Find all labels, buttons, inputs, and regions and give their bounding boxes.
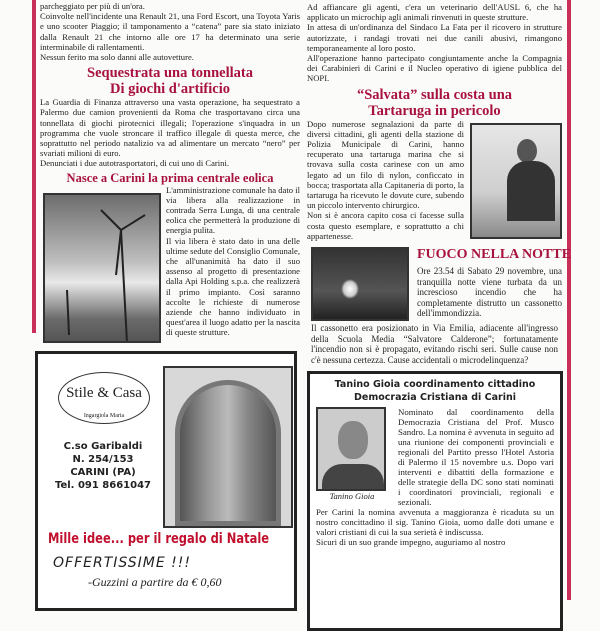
tanino-text-2: Per Carini la nomina avvenuta a maggioranza è ricaduta su un nostro concittadino il sig. Tanino Gioia, uomo dalle doti umane e valori cristiani di cui la sua serietà è indiscussa. [316,507,554,538]
stile-casa-advertisement [35,351,297,611]
ad-offer: OFFERTISSIME !!! [53,554,191,571]
headline-fire: FUOCO NELLA NOTTE [417,247,572,263]
right-margin-rule [567,0,571,600]
right-column: Ad affiancare gli agenti, c'era un veterinario dell'AUSL 6, che ha applicato un microchip agli animali rinvenuti in queste strutture. In attesa di un'ordinanza del Sindaco La Fata per il ricovero in strutture autorizzate, i randagi trovati nei due canili abusivi, rimangono temporaneamente al loro posto. All'operazione hanno partecipato congiuntamente anche la Compagnia dei Carabinieri di Carini e il Nucleo operativo di igiene pubblica del NOPI. “Salvata” sulla costa una Tartaruga in pericolo Dopo numerose segnalazioni da parte di diversi cittadini, gli agenti della stazione di Polizia Municipale di Carini, hanno recuperato una tartaruga marina che si trovava sulla costa carinese con un amo legato ad un filo di nylon, conficcato in bocca; trasportata alla Capitaneria di porto, la tartaruga ha ricevuto le dovute cure, subendo un piccolo intervento chirurgico. Non si è ancora capito cosa ci facesse sulla costa questo esemplare, e soprattutto a chi appartenesse. FUOCO NELLA NOTTE Ore 23.54 di Sabato 29 novembre, una tranquilla notte viene turbata da un increscioso incendio che ha completamente distrutto un cassonetto dell'immondizzia. Il cassonetto era posizionato in Via Emilia, adiacente all'ingresso della Scuola Media “Salvatore Calderone”; fortunatamente l'incendio non si è propagato, evitando rischi seri. Sulle cause non c'è nessuna certezza. Cause accidentali o microdelinquenza? Tanino Gioia coordinamento cittadino Democrazia Cristiana di Carini Tanino Gioia Nominato dal coordinamento della Democrazia Cristiana del Prof. Musco Sandro. La nomina è avvenuta in seguito ad una riunione dei componenti provinciali e regionali del Partito presso l'Hotel Astoria di Palermo il 15 novembre u.s. Dopo vari interventi e dibattiti della formazione e delle strategie della DC sono stati nominati i coordinatori provinciali, regionali e sezionali. Per Carini la nomina avvenuta a maggioranza è ricaduta su un nostro concittadino il sig. Tanino Gioia, uomo dalle doti umane e valori cristiani di cui la sua serietà è indiscussa. Sicuri di un suo grande impegno, auguriamo al nostro [307,2,562,631]
headline-turtle: “Salvata” sulla costa una Tartaruga in pericolo [356,86,513,119]
portrait-block [316,407,388,502]
fire-photo [311,247,409,321]
fire-text-2: Il cassonetto era posizionato in Via Emilia, adiacente all'ingresso della Scuola Media “Salvatore Calderone”; fortunatamente l'incendio non si è propagato, evitando rischi seri. Sulle cause non c'è nessuna certezza. Cause accidentali o microdelinquenza? [311,323,558,365]
ad-offer-item: -Guzzini a partire da € 0,60 [88,574,222,589]
shop-address: C.so Garibaldi N. 254/153 CARINI (PA) Tel. 091 8661047 [54,440,152,491]
text: Coinvolte nell'incidente una Renault 21, una Ford Escort, una Toyota Yaris e uno scooter Piaggio; il tamponamento a “catena” pare sia stato iniziato dalla Renault 21 che intorno alle ore 17 ha determinato una serie interminabile di rallentamenti. [40,11,300,52]
text: Denunciati i due autotrasportatori, di cui uno di Carini. [40,158,230,169]
text: La Guardia di Finanza attraverso una vasta operazione, ha sequestrato a Palermo due camion provenienti da Roma che trasportavano circa una tonnellata di giochi pirotecnici illegali; l'operazione s'inquadra in un programma che vuole stroncare il traffico illegale di questa merce, che soprattutto nel periodo natalizio va ad alimentare un mercato “nero” per svariati milioni di euro. [40,97,300,159]
turtle-rescue-photo [470,123,562,239]
wind-farm-text: L'amministrazione comunale ha dato il via libera alla realizzazione in contrada Serra Lunga, di una centrale eolica che permetterà la produzione di energia pulita. Il via libera è stato dato in una delle ultime sedute del Consiglio Comunale, che all'unanimità ha dato il suo assenso al progetto di presentazione dalla Api Holding s.p.a. che realizzerà il primo impianto. Così saranno accolte le richieste di numerose aziende che hanno individuato in quest'area il luogo adatto per la nascita di queste strutture. [166,184,300,338]
tanino-gioia-box [307,371,563,631]
tanino-text-1: Nominato dal coordinamento della Democrazia Cristiana del Prof. Musco Sandro. La nomina è avvenuta in seguito ad una riunione dei componenti provinciali e regionali del Partito presso l'Hotel Astoria di Palermo il 15 novembre u.s. Dopo vari interventi e dibattiti della formazione e delle strategie della DC sono stati nominati i coordinatori provinciali, regionali e sezionali. [398,407,554,508]
shop-front-photo [163,366,293,528]
text: parcheggiato per più di un'ora. [40,1,145,11]
fire-text-1: Ore 23.54 di Sabato 29 novembre, una tranquilla notte viene turbata da un increscioso incendio che ha completamente distrutto un cassonetto dell'immondizzia. [417,266,562,319]
headline-fireworks: Sequestrata una tonnellata Di giochi d'artificio [87,65,253,98]
headline-tanino-gioia: Tanino Gioia coordinamento cittadino Democrazia Cristiana di Carini [334,379,536,404]
tanino-gioia-portrait [316,407,386,491]
wind-turbine-photo [43,193,161,343]
tanino-text-3: Sicuri di un suo grande impegno, auguriamo al nostro [316,537,506,548]
portrait-caption: Tanino Gioia [329,491,375,502]
left-column [40,1,300,611]
stile-casa-logo: Stile & Casa Ingargiola Maria [58,372,150,424]
ad-slogan: Mille idee... per il regalo di Natale [48,530,270,547]
turtle-text: Dopo numerose segnalazioni da parte di diversi cittadini, gli agenti della stazione di Polizia Municipale di Carini, hanno recuperato una tartaruga marina che si trovava sulla costa carinese con un amo legato ad un filo di nylon, conficcato in bocca; trasportata alla Capitaneria di porto, la tartaruga ha ricevuto le dovute cure, subendo un piccolo intervento chirurgico. Non si è ancora capito cosa ci facesse sulla costa questo esemplare, e soprattutto a chi appartenesse. [307,118,464,241]
text: Nessun ferito ma solo danni alle autovetture. [40,52,194,63]
headline-wind-farm: Nasce a Carini la prima centrale eolica [66,170,274,185]
left-margin-rule [32,0,36,333]
